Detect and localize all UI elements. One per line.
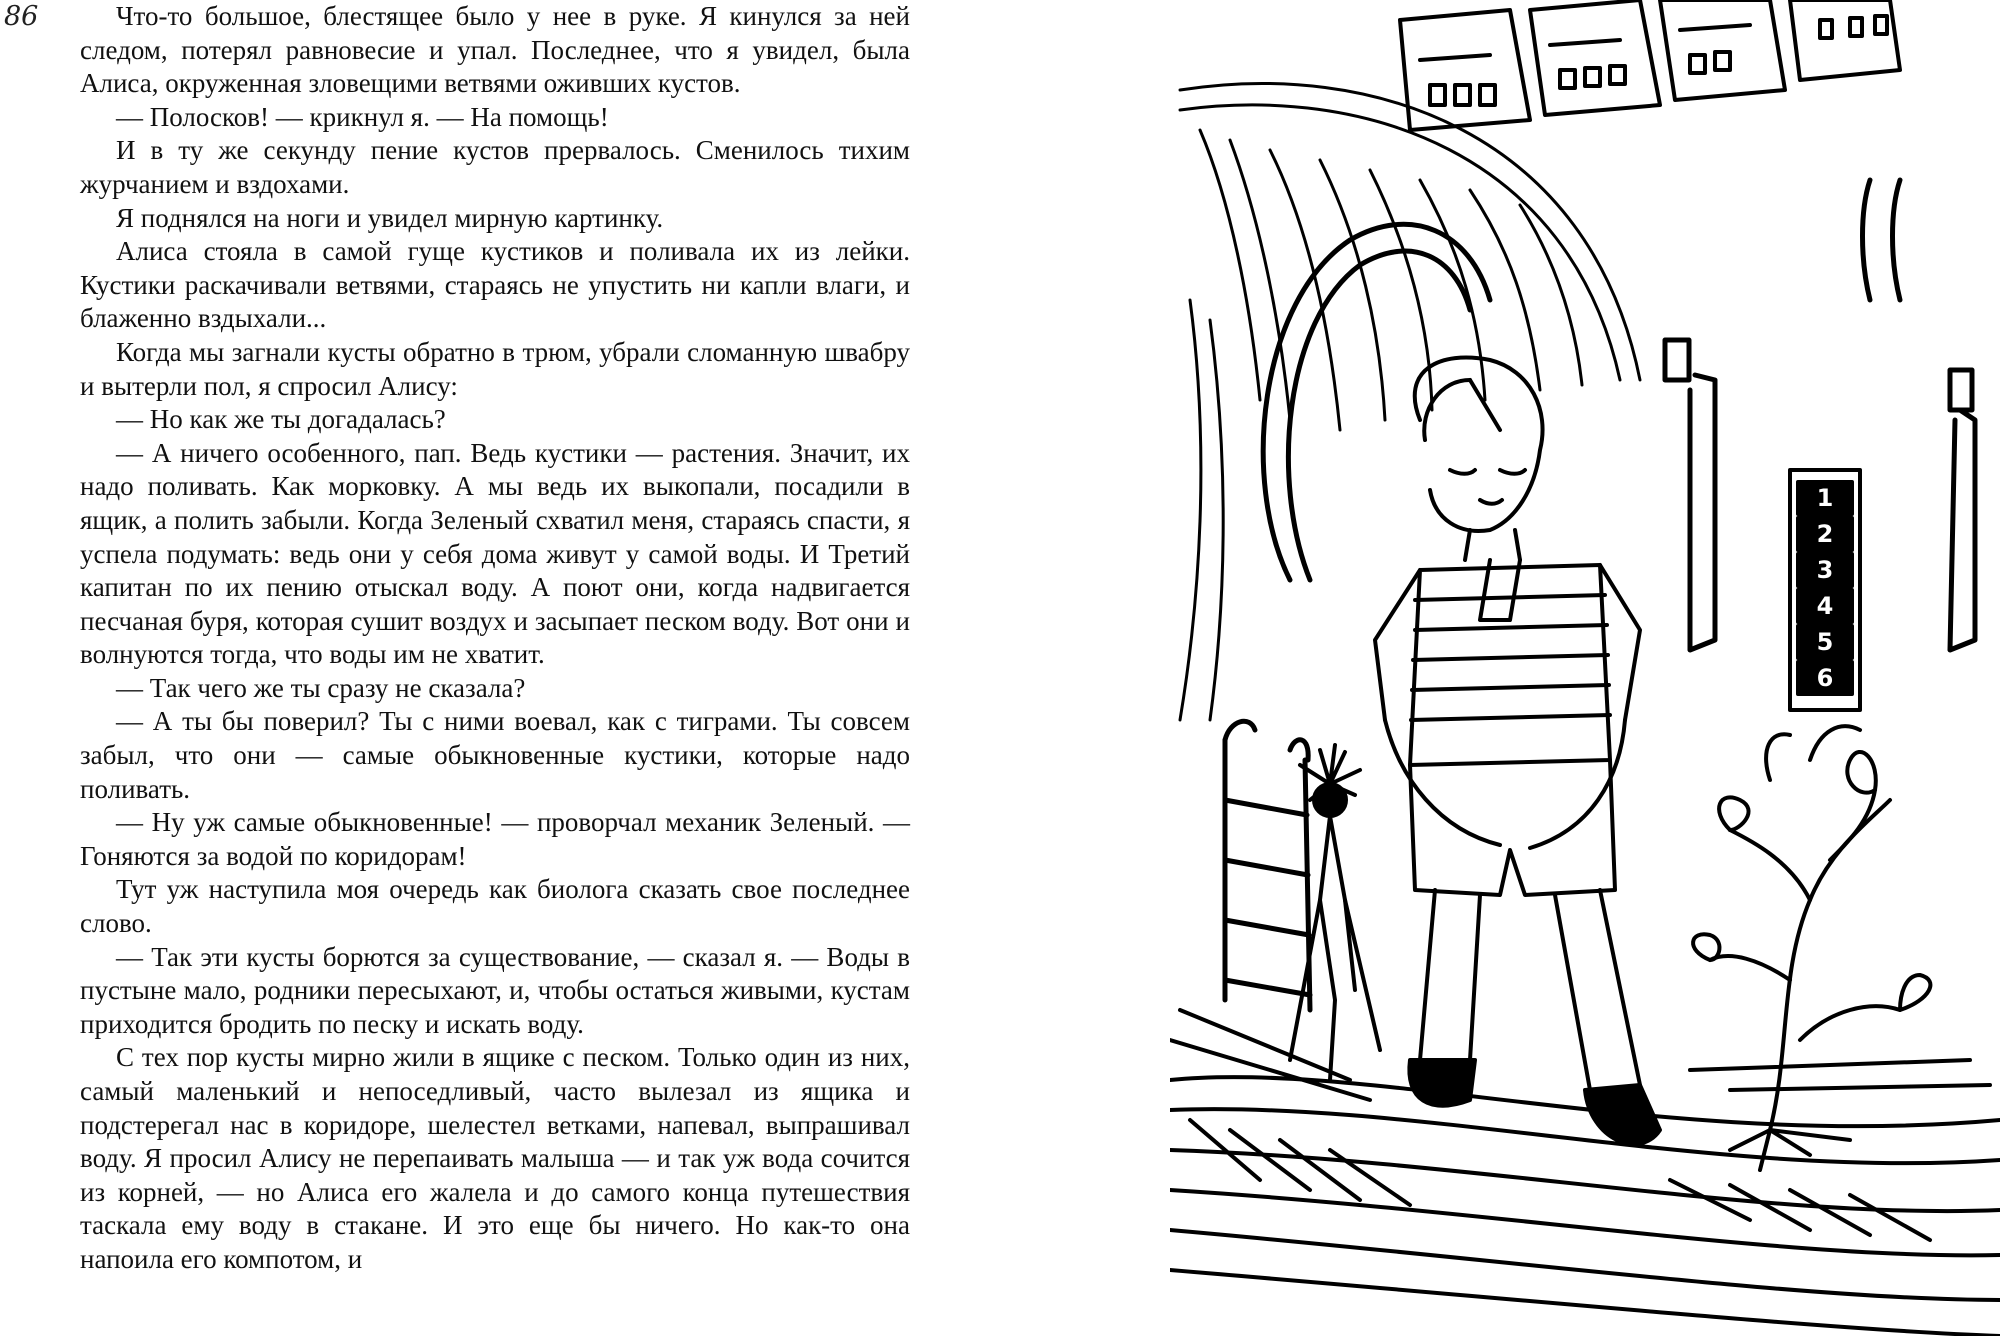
- paragraph: — Ну уж самые обыкновенные! — проворчал механик Зеленый. — Гоняются за водой по коридорам!: [80, 807, 910, 871]
- panel-number: 3: [1816, 556, 1834, 584]
- ceiling-panels: [1400, 0, 1900, 130]
- paragraph: Алиса стояла в самой гуще кустиков и поливала их из лейки. Кустики раскачивали ветвями, стараясь не упустить ни капли влаги, и блаженно вздыхали...: [80, 236, 910, 334]
- girl-figure: [1375, 358, 1660, 1145]
- paragraph: Что-то большое, блестящее было у нее в руке. Я кинулся за ней следом, потерял равновесие и упал. Последнее, что я увидел, была Алиса, окруженная зловещими ветвями оживших кустов.: [80, 1, 910, 99]
- panel-number: 5: [1816, 628, 1834, 656]
- illustration: [1170, 0, 2000, 1336]
- paragraph: Когда мы загнали кусты обратно в трюм, убрали сломанную швабру и вытерли пол, я спросил Алису:: [80, 336, 910, 401]
- paragraph: — Так чего же ты сразу не сказала?: [116, 672, 526, 703]
- paragraph: И в ту же секунду пение кустов прервалось. Сменилось тихим журчанием и вздохами.: [80, 135, 910, 199]
- panel-number: 1: [1816, 484, 1834, 512]
- paragraph: Тут уж наступила моя очередь как биолога сказать свое последнее слово.: [80, 874, 910, 939]
- bush-creature-right: [1693, 726, 1930, 1170]
- paragraph: — А ничего особенного, пап. Ведь кустики — растения. Значит, их надо поливать. Как морковку. А мы ведь их выкопали, посадили в ящик, а полить забыли. Когда Зеленый схватил меня, стараясь спасти, я успела подумать: ведь они у себя дома живут у самой воды. И Третий капитан по их пению отыскал воду. А поют они, когда надвигается песчаная буря, которая сушит воздух и засыпает песком воду. Вот они и волнуются тогда, что воды им не хватит.: [80, 437, 910, 670]
- paragraph: С тех пор кусты мирно жили в ящике с песком. Только один из них, самый маленький и непоседливый, часто вылезал из ящика и подстерегал нас в коридоре, шелестел ветками, напевал, выпрашивал воду. Я просил Алису не перепаивать малыша — и так уж вода сочится из корней, — но Алиса его жалела и до самого конца путешествия таскала ему воду в стакане. И это еще бы ничего. Но как-то она напоила его компотом, и: [80, 1042, 910, 1274]
- paragraph: — Так эти кусты борются за существование, — сказал я. — Воды в пустыне мало, родники пересыхают, и, чтобы остаться живыми, кустам приходится бродить по песку и искать воду.: [80, 941, 910, 1039]
- paragraph: — А ты бы поверил? Ты с ними воевал, как с тиграми. Ты совсем забыл, что они — самые обыкновенные кустики, которые надо поливать.: [80, 706, 910, 804]
- paragraph: Я поднялся на ноги и увидел мирную картинку.: [116, 202, 664, 233]
- panel-number: 6: [1816, 664, 1834, 692]
- ladder: [1225, 721, 1310, 1010]
- panel-number: 2: [1816, 520, 1834, 548]
- panel-number: 4: [1816, 592, 1834, 620]
- page-number: 86: [4, 1, 39, 32]
- ink-drawing-girl-in-corridor: [1170, 0, 2000, 1336]
- text-column: [80, 0, 910, 1277]
- paragraph: — Но как же ты догадалась?: [116, 404, 446, 435]
- paragraph: — Полосков! — крикнул я. — На помощь!: [116, 101, 609, 132]
